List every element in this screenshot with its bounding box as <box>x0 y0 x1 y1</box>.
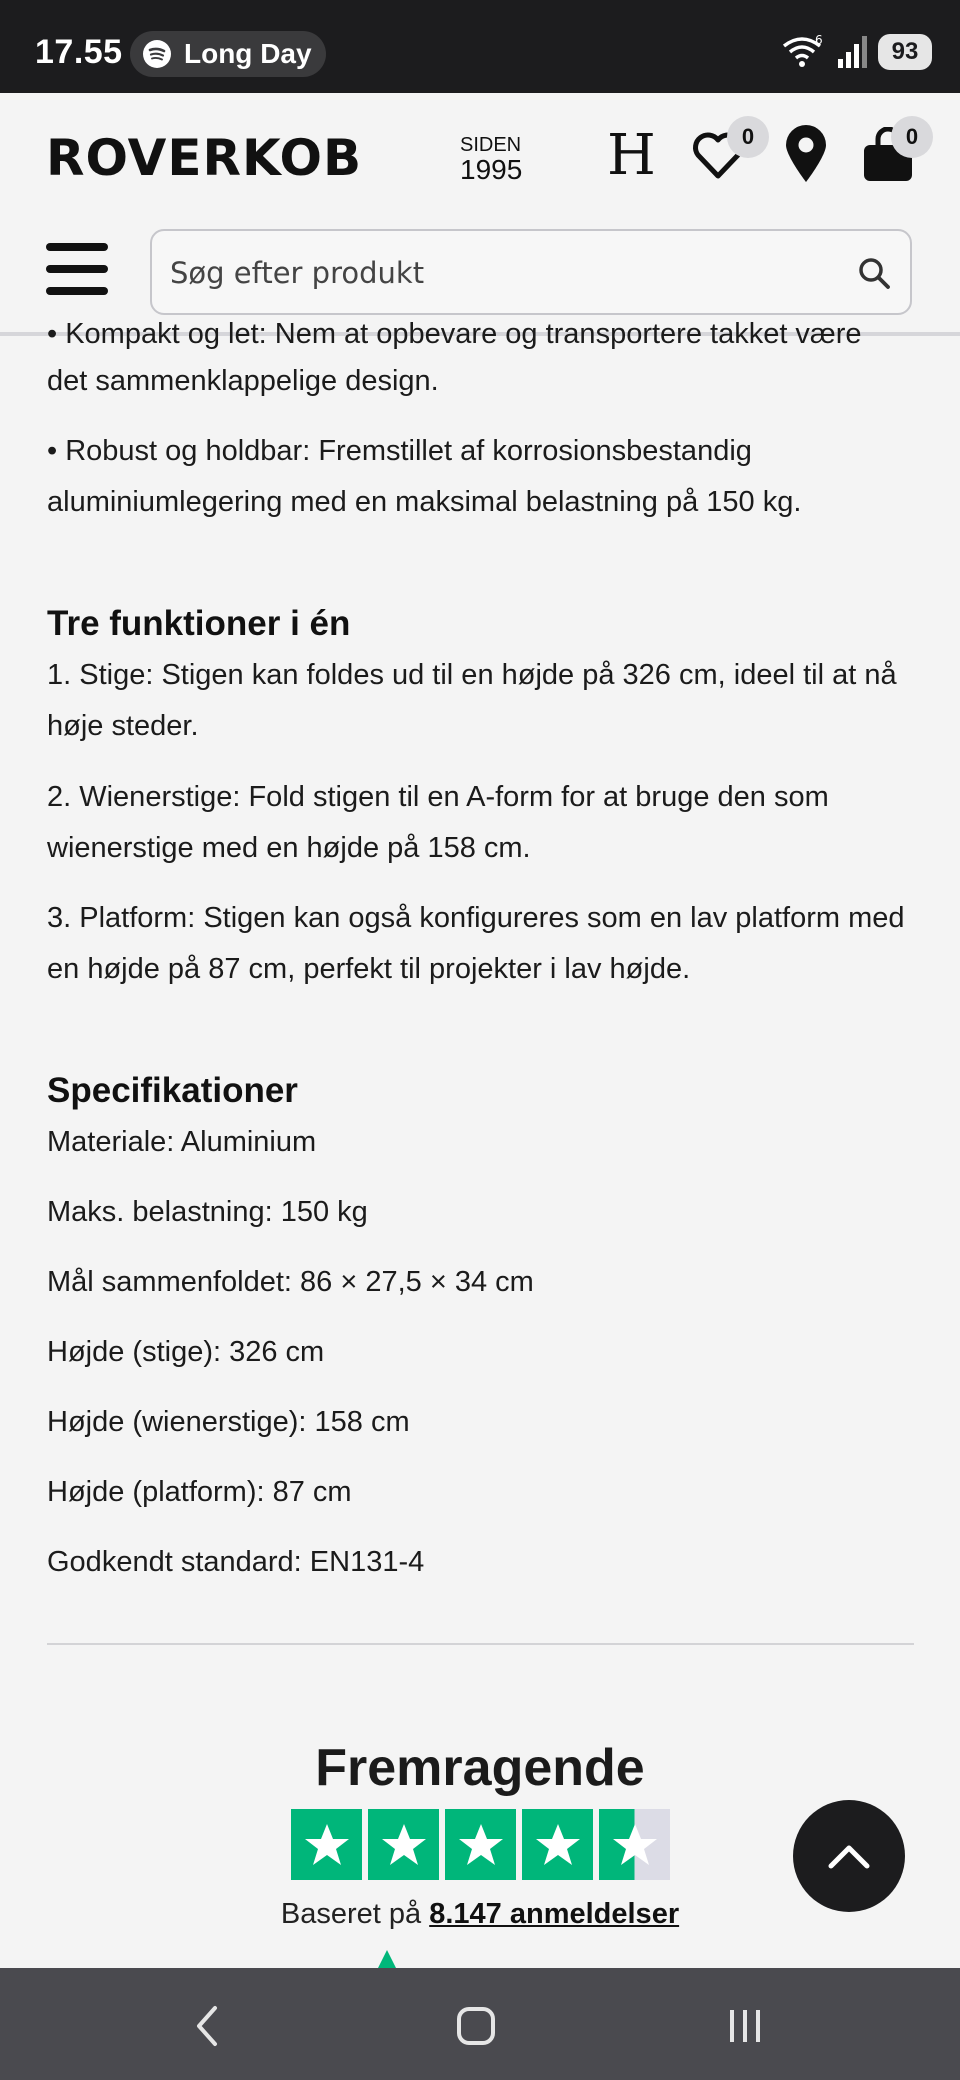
function-item-ladder: 1. Stige: Stigen kan foldes ud til en højde på 326 cm, ideel til at nå høje steder. <box>47 659 897 742</box>
trustpilot-star-tip <box>378 1950 396 1968</box>
h-brand-icon[interactable]: H <box>607 123 656 188</box>
recents-button[interactable] <box>715 1998 775 2054</box>
trustpilot-based-on <box>0 1898 960 1931</box>
section-title-specs: Specifikationer <box>47 1071 298 1110</box>
star-icon <box>368 1809 439 1880</box>
media-title: Long Day <box>184 38 312 69</box>
status-icons <box>782 34 932 70</box>
trustpilot-stars <box>291 1809 670 1880</box>
half-star-icon <box>599 1809 670 1880</box>
hamburger-menu-icon[interactable] <box>46 243 108 295</box>
function-item-platform: 3. Platform: Stigen kan også konfigureres som en lav platform med en højde på 87 cm, perfekt til projekter i lav højde. <box>47 902 905 985</box>
logo-siden: SIDEN <box>460 134 522 156</box>
scroll-to-top-button[interactable] <box>793 1800 905 1912</box>
spec-item: Højde (platform): 87 cm <box>47 1476 352 1508</box>
star-icon <box>291 1809 362 1880</box>
status-time: 17.55 <box>35 33 123 71</box>
spec-item: Højde (wienerstige): 158 cm <box>47 1406 410 1438</box>
reviews-link[interactable]: 8.147 anmeldelser <box>429 1898 680 1930</box>
svg-text:ROVERKOB: ROVERKOB <box>46 131 363 181</box>
logo-year: 1995 <box>460 154 523 185</box>
status-bar <box>0 0 960 93</box>
spec-item: Godkendt standard: EN131-4 <box>47 1546 425 1578</box>
divider <box>47 1643 914 1645</box>
partially-hidden-text: • Kompakt og let: Nem at opbevare og transportere takket være <box>47 318 862 350</box>
back-chevron-icon <box>193 2004 223 2048</box>
spec-item: Mål sammenfoldet: 86 × 27,5 × 34 cm <box>47 1266 534 1298</box>
chevron-up-icon <box>827 1841 871 1871</box>
battery-indicator: 93 <box>878 34 932 70</box>
star-icon <box>445 1809 516 1880</box>
search-icon[interactable] <box>856 255 892 291</box>
recents-icon <box>725 2006 765 2046</box>
function-item-stepladder: 2. Wienerstige: Fold stigen til en A-form for at bruge den som wienerstige med en højde på 158 cm. <box>47 781 829 864</box>
search-input[interactable] <box>170 251 820 295</box>
trustpilot-rating-word: Fremragende <box>315 1739 645 1797</box>
wifi-6-label: 6 <box>815 34 823 47</box>
media-pill[interactable] <box>130 31 326 77</box>
paragraph-compact-end: det sammenklappelige design. <box>47 365 439 397</box>
site-header <box>0 93 960 336</box>
wifi-icon <box>782 34 826 70</box>
roverkob-logo[interactable] <box>46 131 446 181</box>
android-nav-bar <box>0 1968 960 2080</box>
home-icon <box>455 2005 497 2047</box>
spotify-icon <box>142 39 172 69</box>
spec-item: Højde (stige): 326 cm <box>47 1336 325 1368</box>
signal-icon <box>836 35 868 69</box>
spec-item: Maks. belastning: 150 kg <box>47 1196 368 1228</box>
cart-badge: 0 <box>891 116 933 158</box>
paragraph-robust: • Robust og holdbar: Fremstillet af korrosionsbestandig aluminiumlegering med en maksimal belastning på 150 kg. <box>47 435 802 518</box>
spec-item: Materiale: Aluminium <box>47 1126 317 1158</box>
home-button[interactable] <box>446 1998 506 2054</box>
back-button[interactable] <box>178 1998 238 2054</box>
star-icon <box>522 1809 593 1880</box>
wishlist-badge: 0 <box>727 116 769 158</box>
section-title-functions: Tre funktioner i én <box>47 604 351 643</box>
search-bar <box>150 229 912 315</box>
based-on-label: Baseret på <box>280 1898 422 1930</box>
location-pin-icon[interactable] <box>783 124 829 184</box>
